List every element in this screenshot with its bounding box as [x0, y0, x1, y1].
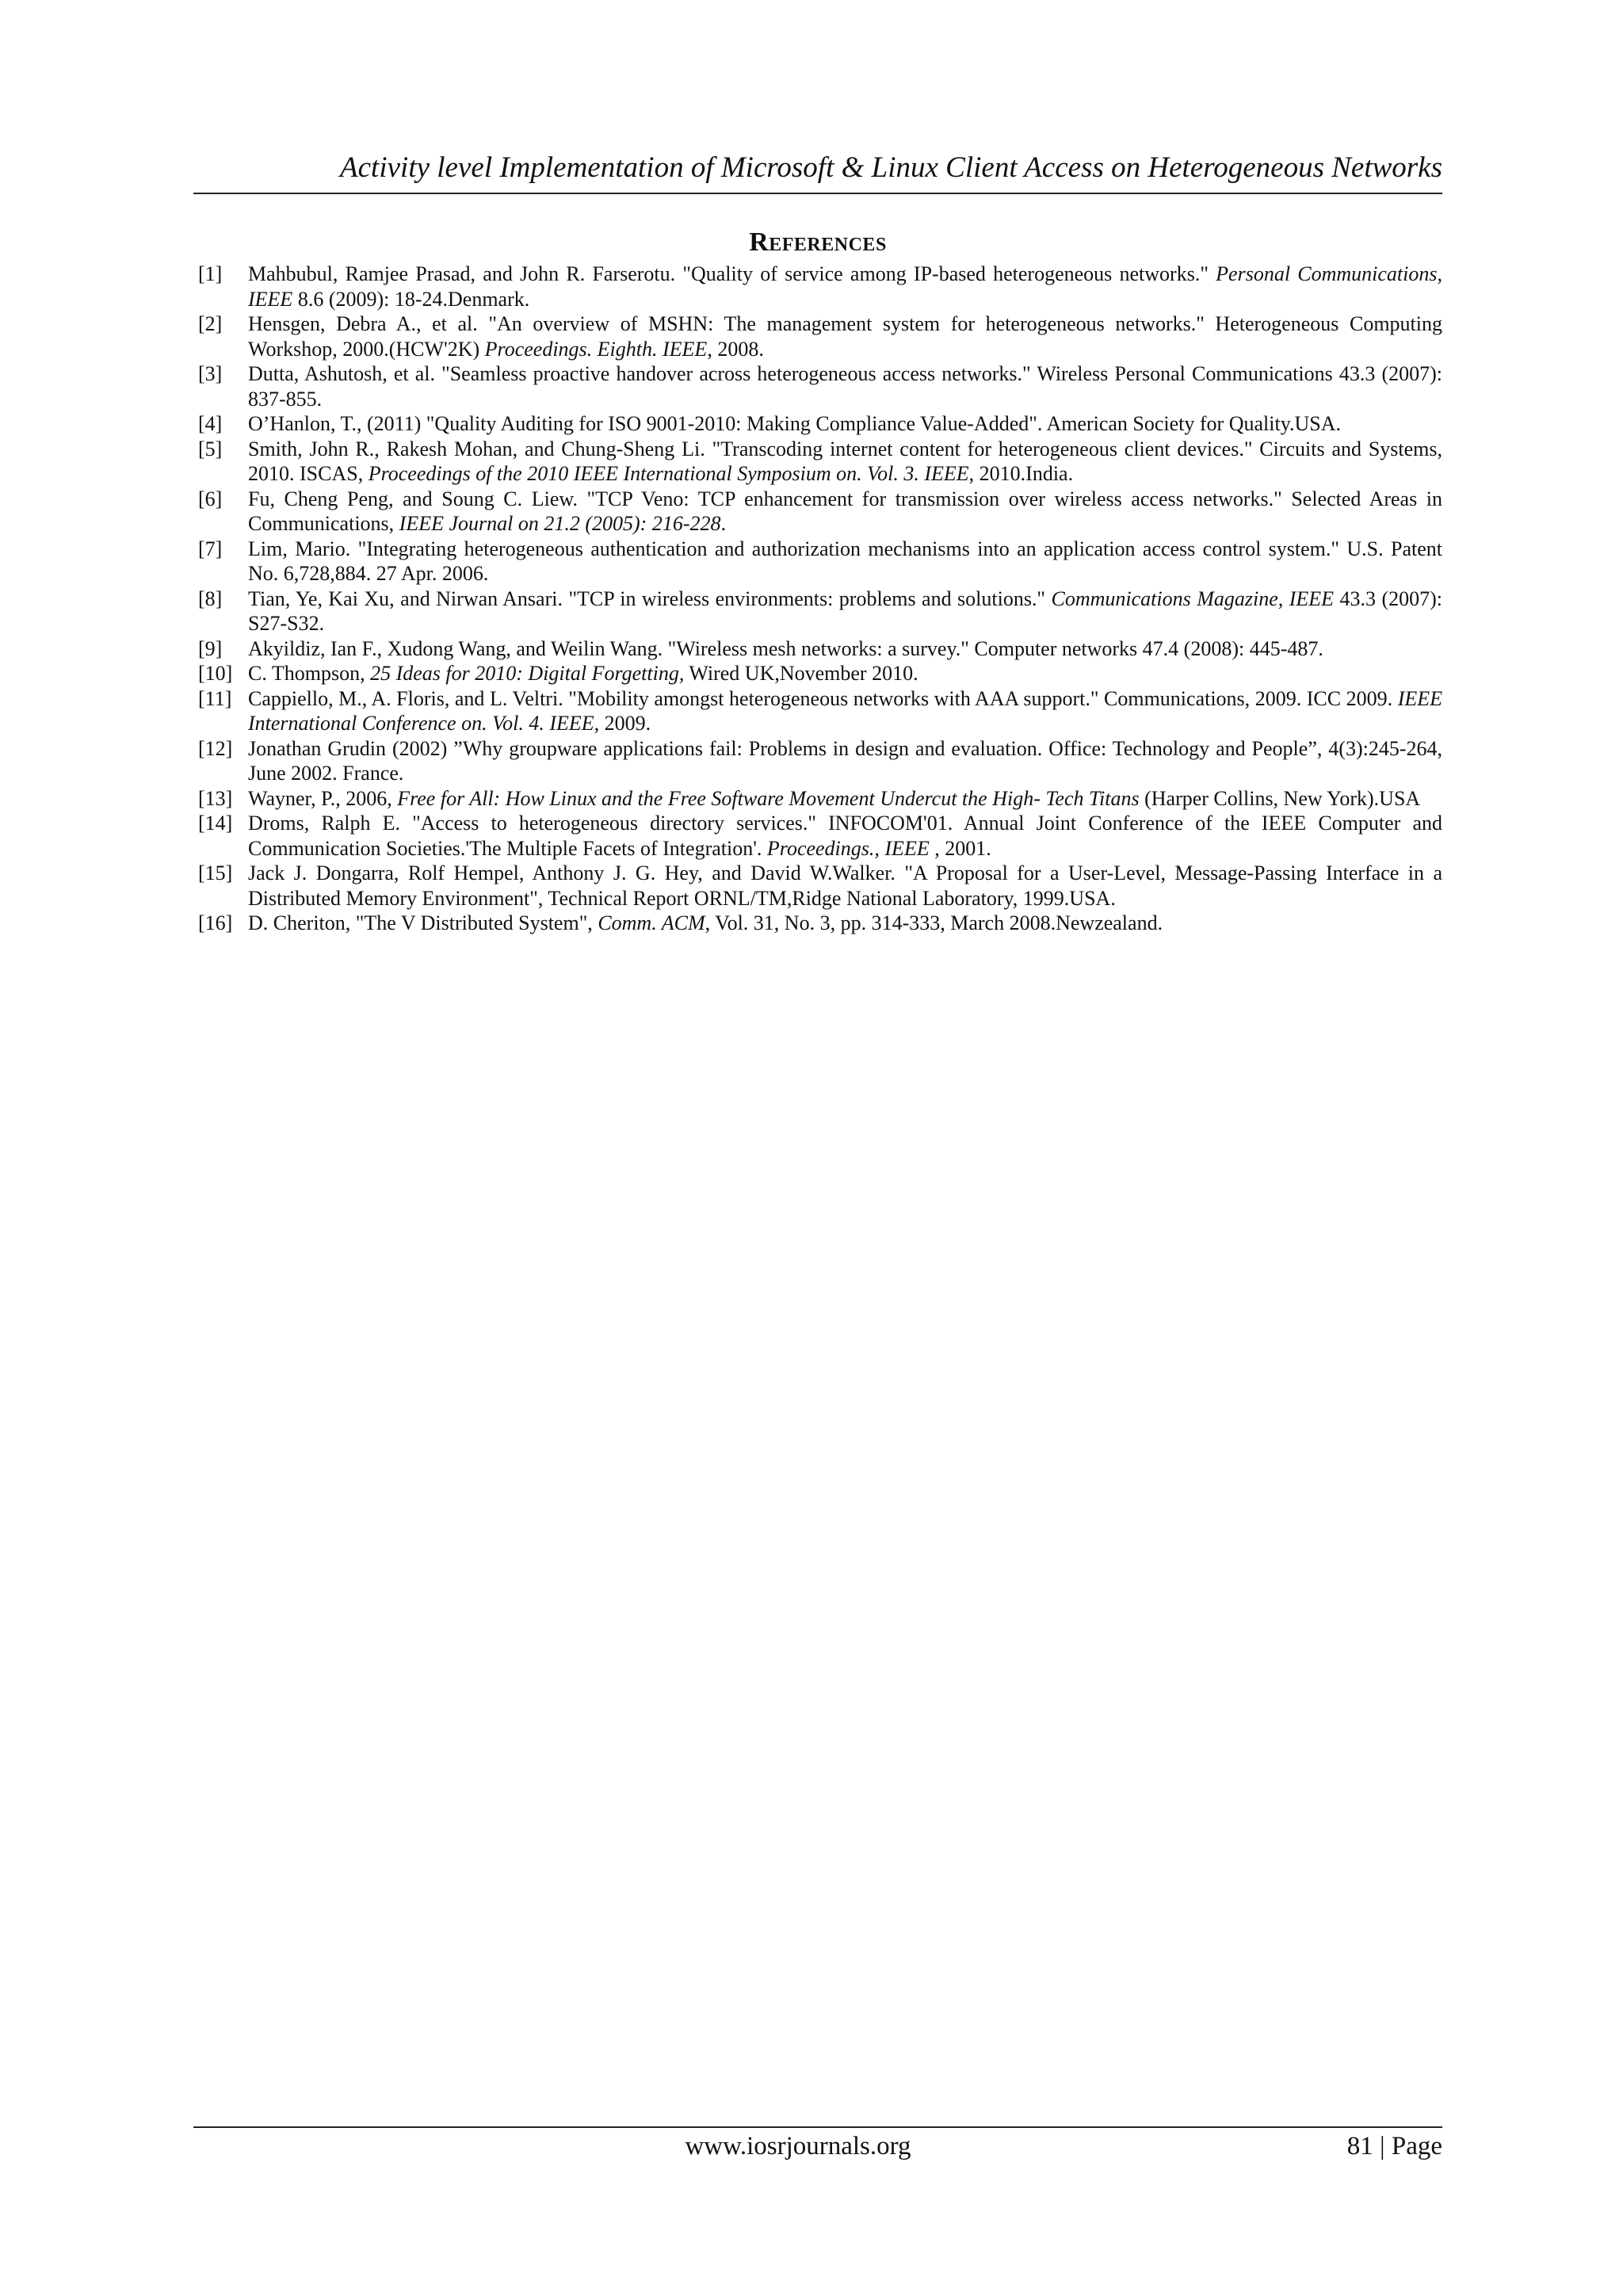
reference-segment: . — [720, 512, 726, 535]
reference-segment: Dutta, Ashutosh, et al. "Seamless proactive handover across heterogeneous access networks." Wireless Personal Communications 43.3 (2007): 837-855. — [248, 362, 1442, 411]
reference-segment: , Vol. 31, No. 3, pp. 314-333, March 2008.Newzealand. — [705, 911, 1163, 934]
reference-text — [248, 786, 1442, 812]
reference-text — [248, 537, 1442, 586]
reference-text — [248, 361, 1442, 411]
reference-text — [248, 736, 1442, 786]
reference-item — [198, 636, 1442, 662]
reference-segment: Akyildiz, Ian F., Xudong Wang, and Weilin Wang. "Wireless mesh networks: a survey." Computer networks 47.4 (2008): 445-487. — [248, 636, 1323, 660]
reference-segment: Droms, Ralph E. "Access to heterogeneous directory services." INFOCOM'01. Annual Joint Conference of the IEEE Computer and Communication Societies.'The Multiple Facets of Integration'. — [248, 812, 1442, 860]
reference-italic-segment: Proceedings., IEEE — [766, 836, 930, 860]
reference-number: [13] — [198, 786, 233, 810]
reference-number: [16] — [198, 911, 233, 934]
reference-item — [198, 861, 1442, 911]
reference-segment: 8.6 (2009): 18-24.Denmark. — [292, 287, 530, 311]
reference-segment: Lim, Mario. "Integrating heterogeneous authentication and authorization mechanisms into an application access control system." U.S. Patent No. 6,728,884. 27 Apr. 2006. — [248, 537, 1442, 585]
reference-item — [198, 686, 1442, 736]
header-divider — [193, 193, 1442, 194]
reference-segment: Mahbubul, Ramjee Prasad, and John R. Farserotu. "Quality of service among IP-based heterogeneous networks." — [248, 262, 1216, 285]
reference-number: [10] — [198, 662, 233, 685]
reference-text — [248, 311, 1442, 361]
reference-number: [9] — [198, 636, 223, 660]
references-list — [198, 262, 1442, 936]
reference-text — [248, 811, 1442, 861]
reference-italic-segment: IEEE Journal on 21.2 (2005): 216-228 — [399, 512, 721, 535]
reference-italic-segment: 25 Ideas for 2010: Digital Forgetting, — [370, 662, 685, 685]
reference-item — [198, 786, 1442, 812]
reference-segment: Hensgen, Debra A., et al. "An overview of MSHN: The management system for heterogeneous networks." Heterogeneous Computing Workshop, 2000.(HCW'2K) — [248, 312, 1442, 361]
reference-number: [2] — [198, 312, 223, 335]
reference-segment: Wayner, P., 2006, — [248, 786, 398, 810]
reference-segment: Cappiello, M., A. Floris, and L. Veltri. "Mobility amongst heterogeneous networks with AAA support." Communications, 2009. ICC 2009. — [248, 686, 1398, 710]
reference-number: [4] — [198, 412, 223, 435]
reference-italic-segment: Proceedings of the 2010 IEEE International Symposium on. Vol. 3. IEEE — [368, 462, 969, 485]
reference-text — [248, 262, 1442, 311]
reference-number: [11] — [198, 686, 232, 710]
reference-item — [198, 586, 1442, 636]
reference-number: [14] — [198, 812, 233, 835]
footer-page-number: 81 | Page — [1346, 2132, 1442, 2160]
reference-segment: C. Thompson, — [248, 662, 371, 685]
reference-item — [198, 537, 1442, 586]
reference-text — [248, 636, 1442, 662]
reference-text — [248, 686, 1442, 736]
references-heading: References — [749, 227, 887, 257]
reference-segment: (Harper Collins, New York).USA — [1139, 786, 1421, 810]
reference-segment: D. Cheriton, "The V Distributed System", — [248, 911, 598, 934]
reference-item — [198, 811, 1442, 861]
reference-segment: 43.3 (2007): S27-S32. — [248, 586, 1442, 635]
reference-text — [248, 911, 1442, 936]
reference-item — [198, 411, 1442, 437]
reference-italic-segment: IEEE International Conference on. Vol. 4. IEEE, — [248, 686, 1442, 735]
reference-segment: Fu, Cheng Peng, and Soung C. Liew. "TCP Veno: TCP enhancement for transmission over wireless access networks." Selected Areas in Communications, — [248, 487, 1442, 535]
reference-item — [198, 262, 1442, 311]
reference-item — [198, 736, 1442, 786]
reference-text — [248, 661, 1442, 686]
reference-text — [248, 861, 1442, 911]
footer-journal-url: www.iosrjournals.org — [685, 2132, 911, 2160]
running-header-title: Activity level Implementation of Microsoft & Linux Client Access on Heterogeneous Networks — [340, 151, 1442, 184]
reference-item — [198, 911, 1442, 936]
reference-item — [198, 311, 1442, 361]
reference-item — [198, 361, 1442, 411]
reference-item — [198, 437, 1442, 487]
reference-segment: Jack J. Dongarra, Rolf Hempel, Anthony J. G. Hey, and David W.Walker. "A Proposal for a User-Level, Message-Passing Interface in a Distributed Memory Environment", Technical Report ORNL/TM,Ridge National Laboratory, 1999.USA. — [248, 861, 1442, 910]
reference-text — [248, 411, 1442, 437]
reference-segment: , 2001. — [929, 836, 991, 860]
reference-number: [12] — [198, 736, 233, 760]
reference-segment: Jonathan Grudin (2002) ”Why groupware applications fail: Problems in design and evaluation. Office: Technology and People”, 4(3):245-264, June 2002. France. — [248, 736, 1442, 785]
reference-text — [248, 586, 1442, 636]
reference-italic-segment: Proceedings. Eighth. IEEE — [484, 337, 708, 361]
reference-segment: Smith, John R., Rakesh Mohan, and Chung-Sheng Li. "Transcoding internet content for heterogeneous client devices." Circuits and Systems, 2010. ISCAS, — [248, 437, 1442, 485]
reference-number: [7] — [198, 537, 223, 560]
reference-segment: , 2008. — [707, 337, 764, 361]
reference-item — [198, 661, 1442, 686]
reference-number: [5] — [198, 437, 223, 460]
reference-item — [198, 487, 1442, 537]
reference-segment: , 2010.India. — [968, 462, 1074, 485]
reference-italic-segment: Personal Communications, IEEE — [248, 262, 1443, 311]
reference-text — [248, 437, 1442, 487]
footer-divider — [193, 2126, 1442, 2128]
reference-segment: O’Hanlon, T., (2011) "Quality Auditing for ISO 9001-2010: Making Compliance Value-Added". American Society for Quality.USA. — [248, 412, 1342, 435]
reference-number: [1] — [198, 262, 223, 285]
reference-text — [248, 487, 1442, 537]
reference-number: [6] — [198, 487, 223, 510]
reference-italic-segment: Comm. ACM — [598, 911, 705, 934]
reference-italic-segment: Free for All: How Linux and the Free Software Movement Undercut the High- Tech Titans — [397, 786, 1140, 810]
reference-number: [8] — [198, 586, 223, 610]
reference-segment: 2009. — [599, 712, 651, 735]
reference-italic-segment: Communications Magazine, IEEE — [1051, 586, 1335, 610]
reference-segment: Tian, Ye, Kai Xu, and Nirwan Ansari. "TCP in wireless environments: problems and solutions." — [248, 586, 1052, 610]
reference-number: [3] — [198, 362, 223, 385]
reference-number: [15] — [198, 861, 233, 884]
reference-segment: Wired UK,November 2010. — [684, 662, 918, 685]
